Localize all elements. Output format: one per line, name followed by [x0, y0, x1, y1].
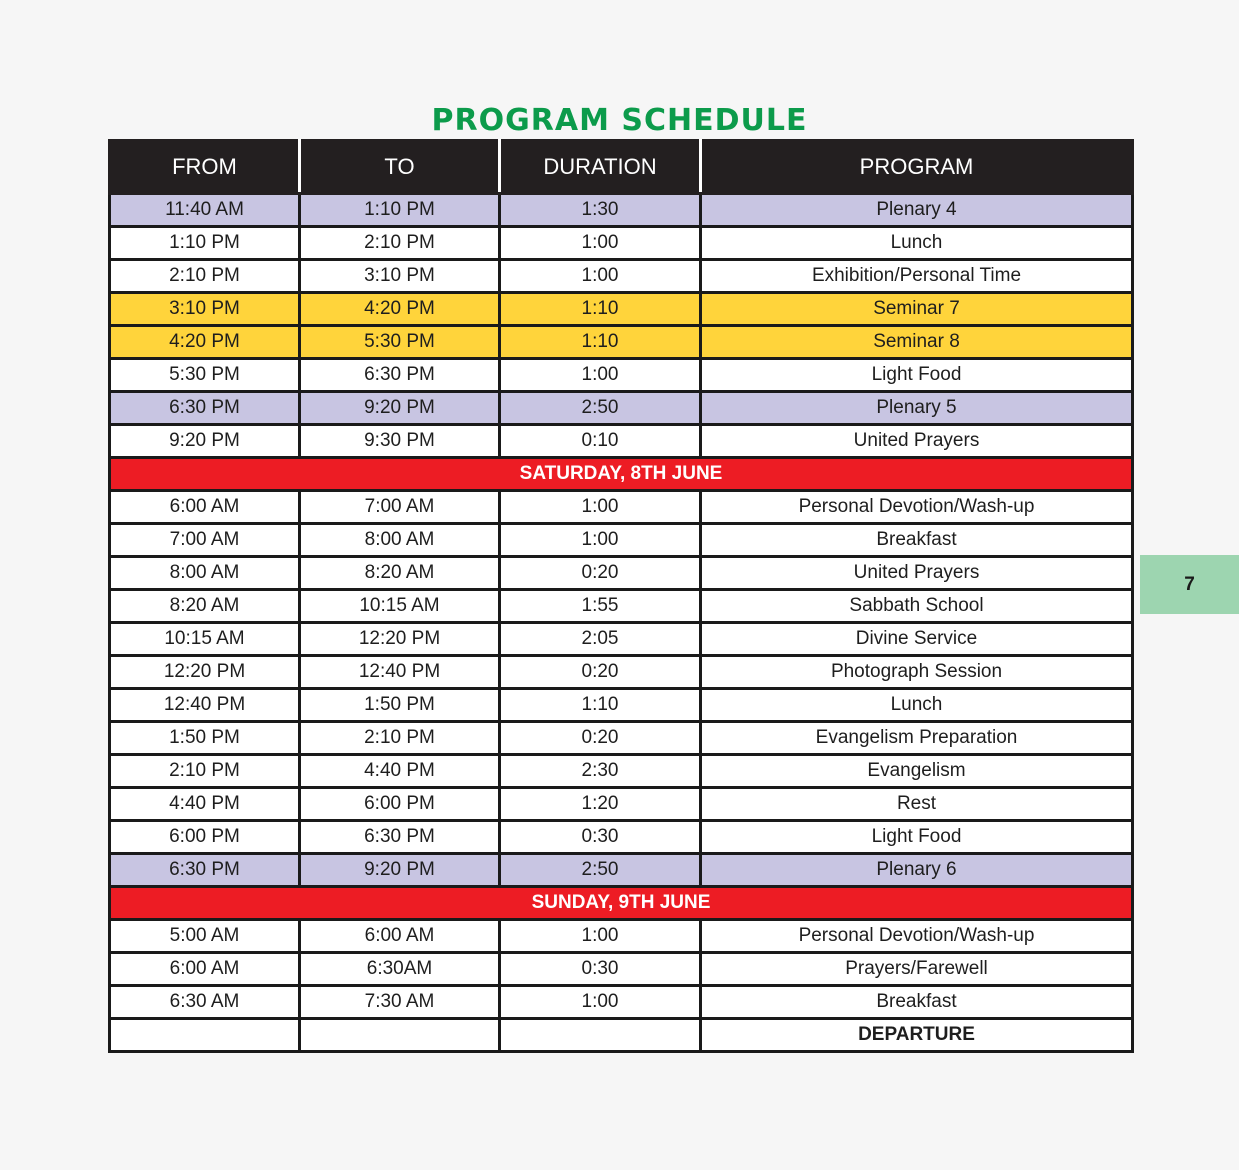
cell-to: 12:40 PM — [300, 656, 500, 689]
cell-duration: 1:30 — [500, 194, 701, 227]
cell-duration: 0:20 — [500, 722, 701, 755]
table-row — [110, 854, 1133, 887]
cell-program: Light Food — [701, 821, 1133, 854]
cell-program: Lunch — [701, 227, 1133, 260]
cell-duration: 1:00 — [500, 986, 701, 1019]
cell-from: 9:20 PM — [110, 425, 300, 458]
cell-duration: 2:50 — [500, 854, 701, 887]
cell-to: 4:40 PM — [300, 755, 500, 788]
page-number-tab: 7 — [1140, 555, 1239, 614]
cell-duration: 1:00 — [500, 524, 701, 557]
table-body — [110, 194, 1133, 1052]
table-row — [110, 359, 1133, 392]
program-schedule-table — [108, 139, 1134, 1053]
cell-program: Photograph Session — [701, 656, 1133, 689]
cell-program: Plenary 4 — [701, 194, 1133, 227]
table-row — [110, 920, 1133, 953]
cell-from: 5:00 AM — [110, 920, 300, 953]
cell-from: 2:10 PM — [110, 755, 300, 788]
table-row — [110, 722, 1133, 755]
cell-duration: 1:00 — [500, 359, 701, 392]
cell-from — [110, 1019, 300, 1052]
cell-from: 11:40 AM — [110, 194, 300, 227]
cell-duration: 1:00 — [500, 260, 701, 293]
cell-program: Plenary 6 — [701, 854, 1133, 887]
cell-duration: 1:00 — [500, 920, 701, 953]
cell-from: 7:00 AM — [110, 524, 300, 557]
table-row — [110, 524, 1133, 557]
table-row — [110, 1019, 1133, 1052]
cell-program: Prayers/Farewell — [701, 953, 1133, 986]
cell-from: 1:10 PM — [110, 227, 300, 260]
cell-duration: 2:50 — [500, 392, 701, 425]
cell-program: Lunch — [701, 689, 1133, 722]
cell-to: 6:00 PM — [300, 788, 500, 821]
table-row — [110, 689, 1133, 722]
cell-from: 3:10 PM — [110, 293, 300, 326]
cell-duration: 1:20 — [500, 788, 701, 821]
table-header — [110, 141, 1133, 194]
cell-to: 9:20 PM — [300, 854, 500, 887]
table-row — [110, 425, 1133, 458]
table-row — [110, 590, 1133, 623]
cell-to: 10:15 AM — [300, 590, 500, 623]
table-row — [110, 293, 1133, 326]
cell-from: 6:30 PM — [110, 854, 300, 887]
cell-to: 6:30AM — [300, 953, 500, 986]
cell-to: 8:00 AM — [300, 524, 500, 557]
cell-to: 7:00 AM — [300, 491, 500, 524]
cell-to: 6:30 PM — [300, 821, 500, 854]
cell-to: 12:20 PM — [300, 623, 500, 656]
cell-program: Personal Devotion/Wash-up — [701, 491, 1133, 524]
cell-from: 5:30 PM — [110, 359, 300, 392]
cell-duration: 1:00 — [500, 491, 701, 524]
cell-program: Personal Devotion/Wash-up — [701, 920, 1133, 953]
cell-to: 3:10 PM — [300, 260, 500, 293]
cell-program: DEPARTURE — [701, 1019, 1133, 1052]
header-duration: DURATION — [500, 141, 701, 194]
cell-to: 6:00 AM — [300, 920, 500, 953]
table-row — [110, 953, 1133, 986]
cell-to: 8:20 AM — [300, 557, 500, 590]
cell-program: Breakfast — [701, 524, 1133, 557]
cell-from: 6:00 PM — [110, 821, 300, 854]
cell-program: Evangelism Preparation — [701, 722, 1133, 755]
table-row — [110, 557, 1133, 590]
table-row — [110, 755, 1133, 788]
cell-program: Exhibition/Personal Time — [701, 260, 1133, 293]
cell-duration: 0:20 — [500, 656, 701, 689]
cell-program: Evangelism — [701, 755, 1133, 788]
cell-from: 4:40 PM — [110, 788, 300, 821]
page-title: PROGRAM SCHEDULE — [431, 103, 808, 138]
cell-program: Seminar 8 — [701, 326, 1133, 359]
table-row — [110, 326, 1133, 359]
cell-program: Rest — [701, 788, 1133, 821]
cell-duration: 1:10 — [500, 326, 701, 359]
table-row — [110, 227, 1133, 260]
cell-program: Sabbath School — [701, 590, 1133, 623]
header-from: FROM — [110, 141, 300, 194]
cell-to: 5:30 PM — [300, 326, 500, 359]
cell-to — [300, 1019, 500, 1052]
table-row — [110, 392, 1133, 425]
cell-to: 1:10 PM — [300, 194, 500, 227]
cell-to: 4:20 PM — [300, 293, 500, 326]
table-row — [110, 656, 1133, 689]
cell-from: 10:15 AM — [110, 623, 300, 656]
day-banner-row — [110, 458, 1133, 491]
cell-duration — [500, 1019, 701, 1052]
cell-from: 12:20 PM — [110, 656, 300, 689]
cell-duration: 1:00 — [500, 227, 701, 260]
cell-program: Divine Service — [701, 623, 1133, 656]
cell-from: 1:50 PM — [110, 722, 300, 755]
cell-from: 6:30 PM — [110, 392, 300, 425]
cell-program: Seminar 7 — [701, 293, 1133, 326]
cell-duration: 2:30 — [500, 755, 701, 788]
cell-program: United Prayers — [701, 557, 1133, 590]
cell-program: Breakfast — [701, 986, 1133, 1019]
cell-duration: 1:10 — [500, 293, 701, 326]
table-row — [110, 986, 1133, 1019]
table-row — [110, 260, 1133, 293]
cell-from: 8:20 AM — [110, 590, 300, 623]
cell-to: 9:30 PM — [300, 425, 500, 458]
day-banner-row — [110, 887, 1133, 920]
cell-from: 6:00 AM — [110, 491, 300, 524]
table-row — [110, 788, 1133, 821]
cell-duration: 0:30 — [500, 953, 701, 986]
table-row — [110, 623, 1133, 656]
cell-from: 6:30 AM — [110, 986, 300, 1019]
cell-duration: 0:10 — [500, 425, 701, 458]
cell-from: 12:40 PM — [110, 689, 300, 722]
cell-to: 6:30 PM — [300, 359, 500, 392]
cell-duration: 0:30 — [500, 821, 701, 854]
cell-duration: 0:20 — [500, 557, 701, 590]
cell-from: 6:00 AM — [110, 953, 300, 986]
cell-to: 1:50 PM — [300, 689, 500, 722]
cell-program: United Prayers — [701, 425, 1133, 458]
table-row — [110, 194, 1133, 227]
table-row — [110, 491, 1133, 524]
cell-from: 8:00 AM — [110, 557, 300, 590]
header-to: TO — [300, 141, 500, 194]
table-row — [110, 821, 1133, 854]
header-program: PROGRAM — [701, 141, 1133, 194]
cell-from: 2:10 PM — [110, 260, 300, 293]
cell-to: 9:20 PM — [300, 392, 500, 425]
cell-from: 4:20 PM — [110, 326, 300, 359]
cell-to: 2:10 PM — [300, 227, 500, 260]
cell-duration: 1:10 — [500, 689, 701, 722]
day-banner-label: SATURDAY, 8TH JUNE — [110, 458, 1133, 491]
cell-program: Light Food — [701, 359, 1133, 392]
cell-to: 2:10 PM — [300, 722, 500, 755]
cell-duration: 2:05 — [500, 623, 701, 656]
cell-to: 7:30 AM — [300, 986, 500, 1019]
day-banner-label: SUNDAY, 9TH JUNE — [110, 887, 1133, 920]
cell-program: Plenary 5 — [701, 392, 1133, 425]
cell-duration: 1:55 — [500, 590, 701, 623]
